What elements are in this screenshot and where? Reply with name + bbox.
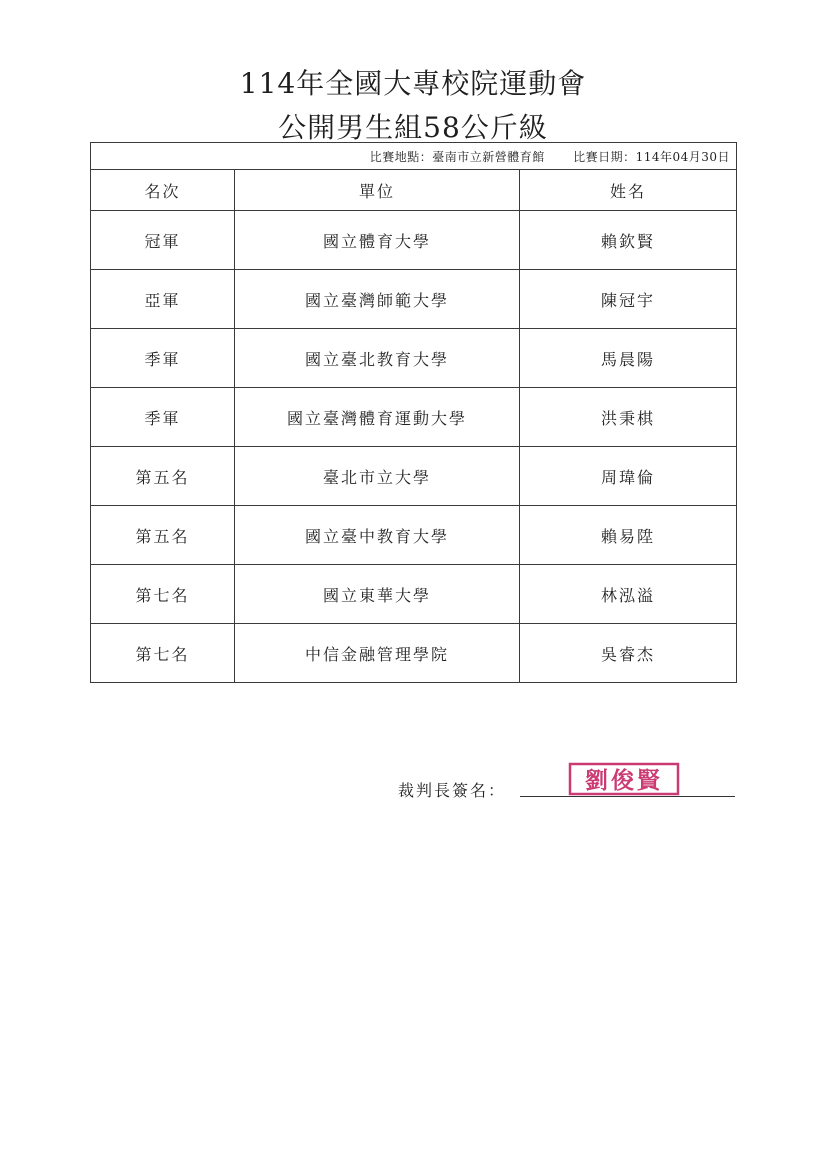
table-row: [91, 565, 737, 624]
table-row: [91, 447, 737, 506]
info-row: [91, 143, 737, 170]
rank-cell: 季軍: [91, 329, 235, 388]
signature-line: [520, 796, 735, 797]
unit-cell: 國立臺灣師範大學: [235, 270, 520, 329]
name-cell: 賴欽賢: [520, 211, 737, 270]
unit-cell: 國立體育大學: [235, 211, 520, 270]
name-cell: 林泓溢: [520, 565, 737, 624]
unit-cell: 國立臺灣體育運動大學: [235, 388, 520, 447]
header-rank: 名次: [91, 170, 235, 211]
table-row: [91, 624, 737, 683]
name-cell: 賴易陞: [520, 506, 737, 565]
table-row: [91, 270, 737, 329]
unit-cell: 國立東華大學: [235, 565, 520, 624]
unit-cell: 國立臺北教育大學: [235, 329, 520, 388]
name-cell: 周瑋倫: [520, 447, 737, 506]
rank-cell: 第五名: [91, 506, 235, 565]
header-unit: 單位: [235, 170, 520, 211]
table-row: [91, 329, 737, 388]
date-text: 比賽日期：114年04月30日: [573, 149, 731, 164]
rank-cell: 亞軍: [91, 270, 235, 329]
name-cell: 洪秉棋: [520, 388, 737, 447]
signature-label: 裁判長簽名：: [398, 781, 507, 800]
results-table: [90, 142, 737, 683]
document-title: [0, 62, 826, 150]
name-cell: 吳睿杰: [520, 624, 737, 683]
name-cell: 馬晨陽: [520, 329, 737, 388]
table-row: [91, 388, 737, 447]
info-cell: [91, 143, 737, 170]
rank-cell: 第五名: [91, 447, 235, 506]
table-row: [91, 506, 737, 565]
unit-cell: 中信金融管理學院: [235, 624, 520, 683]
unit-cell: 國立臺中教育大學: [235, 506, 520, 565]
rank-cell: 冠軍: [91, 211, 235, 270]
rank-cell: 第七名: [91, 565, 235, 624]
svg-text:劉俊賢: 劉俊賢: [585, 767, 663, 794]
name-cell: 陳冠宇: [520, 270, 737, 329]
referee-seal: [568, 762, 680, 796]
venue-text: 比賽地點：臺南市立新營體育館: [369, 149, 545, 164]
unit-cell: 臺北市立大學: [235, 447, 520, 506]
rank-cell: 季軍: [91, 388, 235, 447]
signature-area: [398, 762, 738, 802]
rank-cell: 第七名: [91, 624, 235, 683]
header-name: 姓名: [520, 170, 737, 211]
header-row: [91, 170, 737, 211]
title-line-1: 114年全國大專校院運動會: [239, 67, 587, 100]
table-row: [91, 211, 737, 270]
title-line-2: 公開男生組58公斤級: [278, 111, 548, 144]
